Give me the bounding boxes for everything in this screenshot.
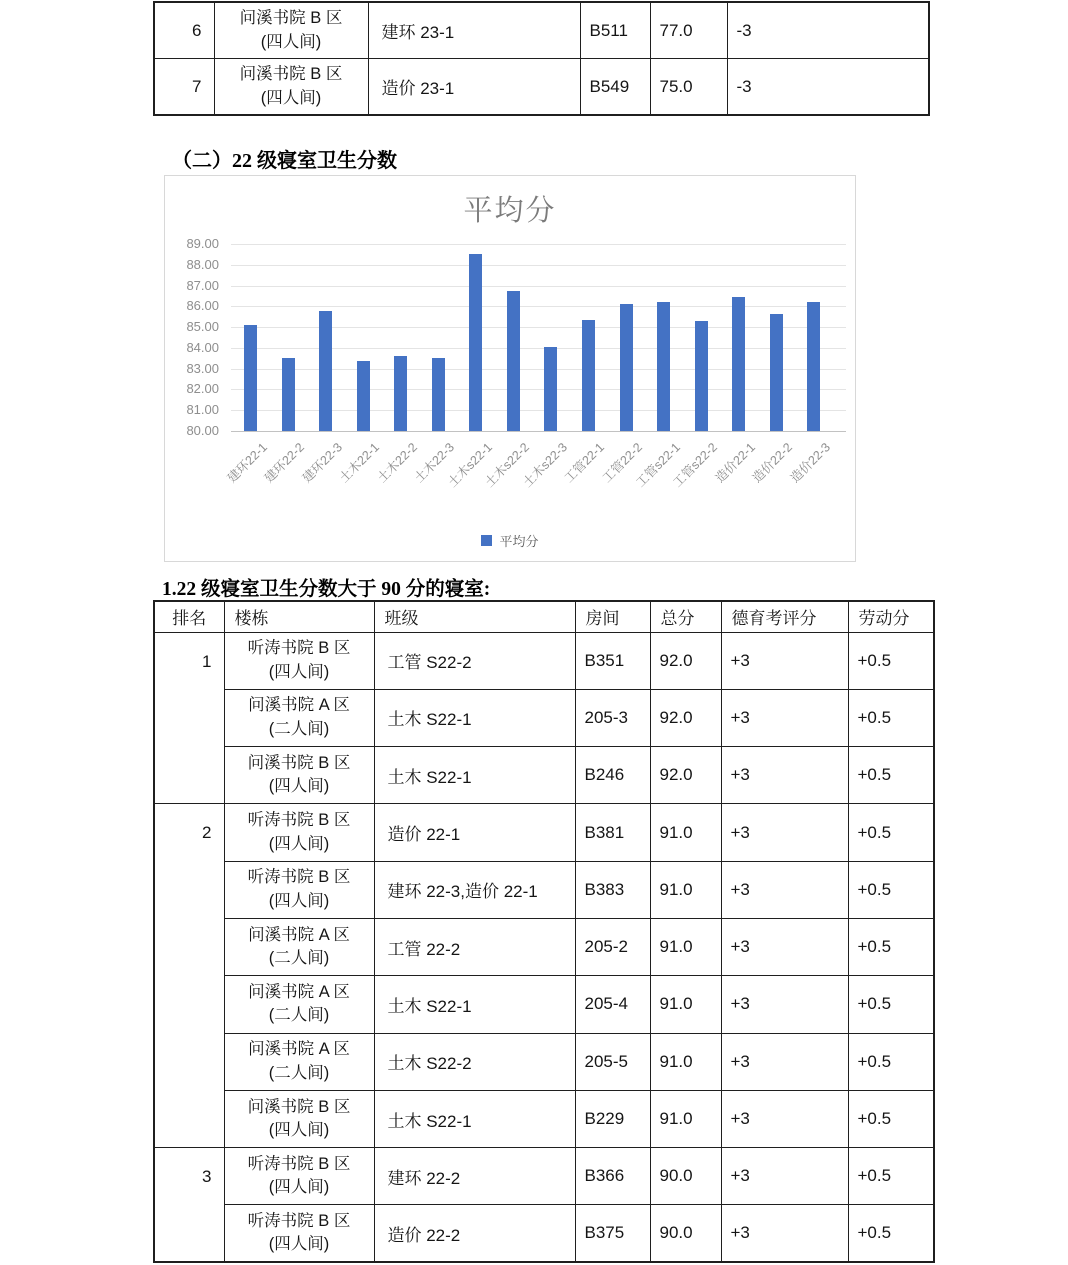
bar [244,325,257,431]
total-cell: 91.0 [650,861,721,918]
building-cell [214,59,368,116]
x-axis-label: 建环22-3 [299,440,345,486]
subsection-heading: 1.22 级寝室卫生分数大于 90 分的寝室: [162,579,491,600]
building-room-type: (四人间) [268,1178,330,1197]
total-cell: 92.0 [650,689,721,746]
building-room-type: (二人间) [268,719,330,738]
bar [620,304,633,431]
legend-swatch-icon [481,535,492,546]
room-cell: B549 [580,59,650,116]
labor-score-cell: +0.5 [848,747,934,804]
x-axis-label: 造价22-3 [787,440,833,486]
partial-score-table [153,1,930,116]
moral-score-cell: +3 [721,1205,848,1262]
building-line: 问溪书院 A 区 [248,925,350,944]
total-cell: 91.0 [650,1033,721,1090]
y-axis-tick-label: 85.00 [186,319,219,335]
room-cell: 205-2 [575,918,650,975]
column-header: 楼栋 [224,601,374,632]
labor-score-cell: +0.5 [848,861,934,918]
bar [657,302,670,431]
bar [507,291,520,431]
building-cell [224,804,374,861]
class-cell: 土木 S22-1 [374,689,575,746]
y-axis-tick-label: 82.00 [186,381,219,397]
gridline [231,265,846,266]
room-cell: 205-5 [575,1033,650,1090]
gridline [231,244,846,245]
total-cell: 91.0 [650,804,721,861]
moral-score-cell: +3 [721,1148,848,1205]
deduction-cell: -3 [727,2,929,59]
moral-score-cell: +3 [721,976,848,1033]
labor-score-cell: +0.5 [848,689,934,746]
building-line: 问溪书院 B 区 [247,753,351,772]
bar [357,361,370,431]
building-cell [224,1033,374,1090]
x-axis-label: 土木s22-2 [482,440,533,490]
partial-score-table-body [154,2,929,115]
table-row [154,861,934,918]
gridline [231,306,846,307]
bar [544,347,557,431]
table-row [154,1148,934,1205]
moral-score-cell: +3 [721,1090,848,1147]
building-room-type: (四人间) [260,32,322,51]
rank-cell: 1 [154,632,224,804]
x-axis-label: 工管22-2 [599,440,646,486]
total-cell: 91.0 [650,1090,721,1147]
building-room-type: (四人间) [268,662,330,681]
y-axis-tick-label: 87.00 [186,277,219,293]
room-cell: B246 [575,747,650,804]
bar [582,320,595,431]
x-axis-label: 土木22-2 [374,440,420,486]
bar [807,302,820,431]
class-cell: 建环 22-3,造价 22-1 [374,861,575,918]
class-cell: 造价 23-1 [368,59,580,116]
column-header: 房间 [575,601,650,632]
building-room-type: (四人间) [260,88,322,107]
building-cell [224,632,374,689]
bar [732,297,745,431]
class-cell: 建环 23-1 [368,2,580,59]
x-axis-label: 土木22-1 [336,440,383,486]
building-cell [224,976,374,1033]
gridline [231,286,846,287]
table-row [154,976,934,1033]
hygiene-score-table [153,600,935,1263]
x-axis-label: 工管22-1 [562,440,608,486]
column-header: 班级 [374,601,575,632]
labor-score-cell: +0.5 [848,1033,934,1090]
table-row [154,59,929,116]
x-axis-label: 土木22-3 [411,440,458,486]
room-cell: 205-3 [575,689,650,746]
building-line: 问溪书院 B 区 [247,1097,351,1116]
x-axis-label: 土木s22-3 [520,440,570,490]
moral-score-cell: +3 [721,747,848,804]
y-axis-tick-label: 86.00 [186,298,219,314]
total-cell: 92.0 [650,747,721,804]
legend-label: 平均分 [499,534,539,549]
building-line: 问溪书院 B 区 [239,9,343,27]
building-cell [214,2,368,59]
column-header: 总分 [650,601,721,632]
deduction-cell: -3 [727,59,929,116]
total-cell: 77.0 [650,2,727,59]
room-cell: B383 [575,861,650,918]
column-header: 排名 [154,601,224,632]
building-room-type: (二人间) [268,1006,330,1025]
building-room-type: (四人间) [268,777,330,796]
table-row [154,1090,934,1147]
table-row [154,918,934,975]
class-cell: 工管 22-2 [374,918,575,975]
building-line: 问溪书院 A 区 [248,696,350,715]
building-line: 听涛书院 B 区 [247,868,351,887]
class-cell: 造价 22-1 [374,804,575,861]
table-row [154,632,934,689]
class-cell: 土木 S22-1 [374,747,575,804]
labor-score-cell: +0.5 [848,804,934,861]
chart-plot-area [231,244,846,431]
hygiene-score-table-head [154,601,934,632]
bar [432,358,445,431]
bar [282,358,295,431]
table-row [154,689,934,746]
bar [695,321,708,431]
building-line: 听涛书院 B 区 [247,811,351,830]
x-axis-label: 造价22-2 [749,440,796,486]
bar [394,356,407,431]
room-cell: B511 [580,2,650,59]
hygiene-score-table-body [154,632,934,1262]
class-cell: 土木 S22-2 [374,1033,575,1090]
building-room-type: (四人间) [268,891,330,910]
column-header: 劳动分 [848,601,934,632]
total-cell: 90.0 [650,1148,721,1205]
building-cell [224,1090,374,1147]
room-cell: 205-4 [575,976,650,1033]
y-axis-tick-label: 84.00 [186,339,219,355]
building-line: 听涛书院 B 区 [247,639,351,658]
total-cell: 92.0 [650,632,721,689]
building-cell [224,747,374,804]
table-row [154,1205,934,1262]
average-score-chart [164,175,856,562]
table-row [154,2,929,59]
moral-score-cell: +3 [721,632,848,689]
header-row [154,601,934,632]
table-row [154,747,934,804]
building-room-type: (四人间) [268,834,330,853]
room-cell: B229 [575,1090,650,1147]
bar [319,311,332,432]
building-line: 问溪书院 A 区 [248,1040,350,1059]
building-room-type: (二人间) [268,1063,330,1082]
moral-score-cell: +3 [721,861,848,918]
rank-cell: 3 [154,1148,224,1263]
building-cell [224,918,374,975]
room-cell: B375 [575,1205,650,1262]
bar [770,314,783,431]
x-axis-label: 建环22-1 [224,440,270,486]
building-line: 听涛书院 B 区 [247,1211,351,1230]
building-cell [224,1205,374,1262]
building-room-type: (二人间) [268,949,330,968]
moral-score-cell: +3 [721,918,848,975]
y-axis-tick-label: 88.00 [186,256,219,272]
building-cell [224,689,374,746]
x-axis-label: 造价22-1 [712,440,758,486]
labor-score-cell: +0.5 [848,918,934,975]
labor-score-cell: +0.5 [848,976,934,1033]
x-axis-label: 工管s22-2 [670,440,721,490]
class-cell: 土木 S22-1 [374,976,575,1033]
building-line: 问溪书院 A 区 [248,982,350,1001]
rank-cell: 2 [154,804,224,1148]
rank-cell: 7 [154,59,214,116]
building-cell [224,861,374,918]
building-line: 问溪书院 B 区 [239,65,343,83]
labor-score-cell: +0.5 [848,632,934,689]
table-row [154,804,934,861]
chart-legend [165,531,855,550]
class-cell: 造价 22-2 [374,1205,575,1262]
total-cell: 91.0 [650,976,721,1033]
x-axis-label: 建环22-2 [261,440,308,486]
class-cell: 建环 22-2 [374,1148,575,1205]
table-row [154,1033,934,1090]
room-cell: B366 [575,1148,650,1205]
room-cell: B351 [575,632,650,689]
moral-score-cell: +3 [721,689,848,746]
total-cell: 75.0 [650,59,727,116]
class-cell: 土木 S22-1 [374,1090,575,1147]
section-heading: （二）22 级寝室卫生分数 [172,150,397,172]
room-cell: B381 [575,804,650,861]
moral-score-cell: +3 [721,1033,848,1090]
building-line: 听涛书院 B 区 [247,1154,351,1173]
moral-score-cell: +3 [721,804,848,861]
labor-score-cell: +0.5 [848,1148,934,1205]
y-axis-tick-label: 89.00 [186,236,219,251]
gridline [231,431,846,432]
column-header: 德育考评分 [721,601,848,632]
labor-score-cell: +0.5 [848,1205,934,1262]
x-axis-label: 工管s22-1 [632,440,683,490]
building-room-type: (四人间) [268,1121,330,1140]
x-axis-label: 土木s22-1 [445,440,495,490]
total-cell: 91.0 [650,918,721,975]
building-cell [224,1148,374,1205]
y-axis-tick-label: 83.00 [186,360,219,376]
building-room-type: (四人间) [268,1235,330,1254]
chart-title: 平均分 [463,195,557,227]
total-cell: 90.0 [650,1205,721,1262]
labor-score-cell: +0.5 [848,1090,934,1147]
rank-cell: 6 [154,2,214,59]
class-cell: 工管 S22-2 [374,632,575,689]
y-axis-tick-label: 80.00 [186,423,219,438]
y-axis-tick-label: 81.00 [186,402,219,418]
bar [469,254,482,431]
